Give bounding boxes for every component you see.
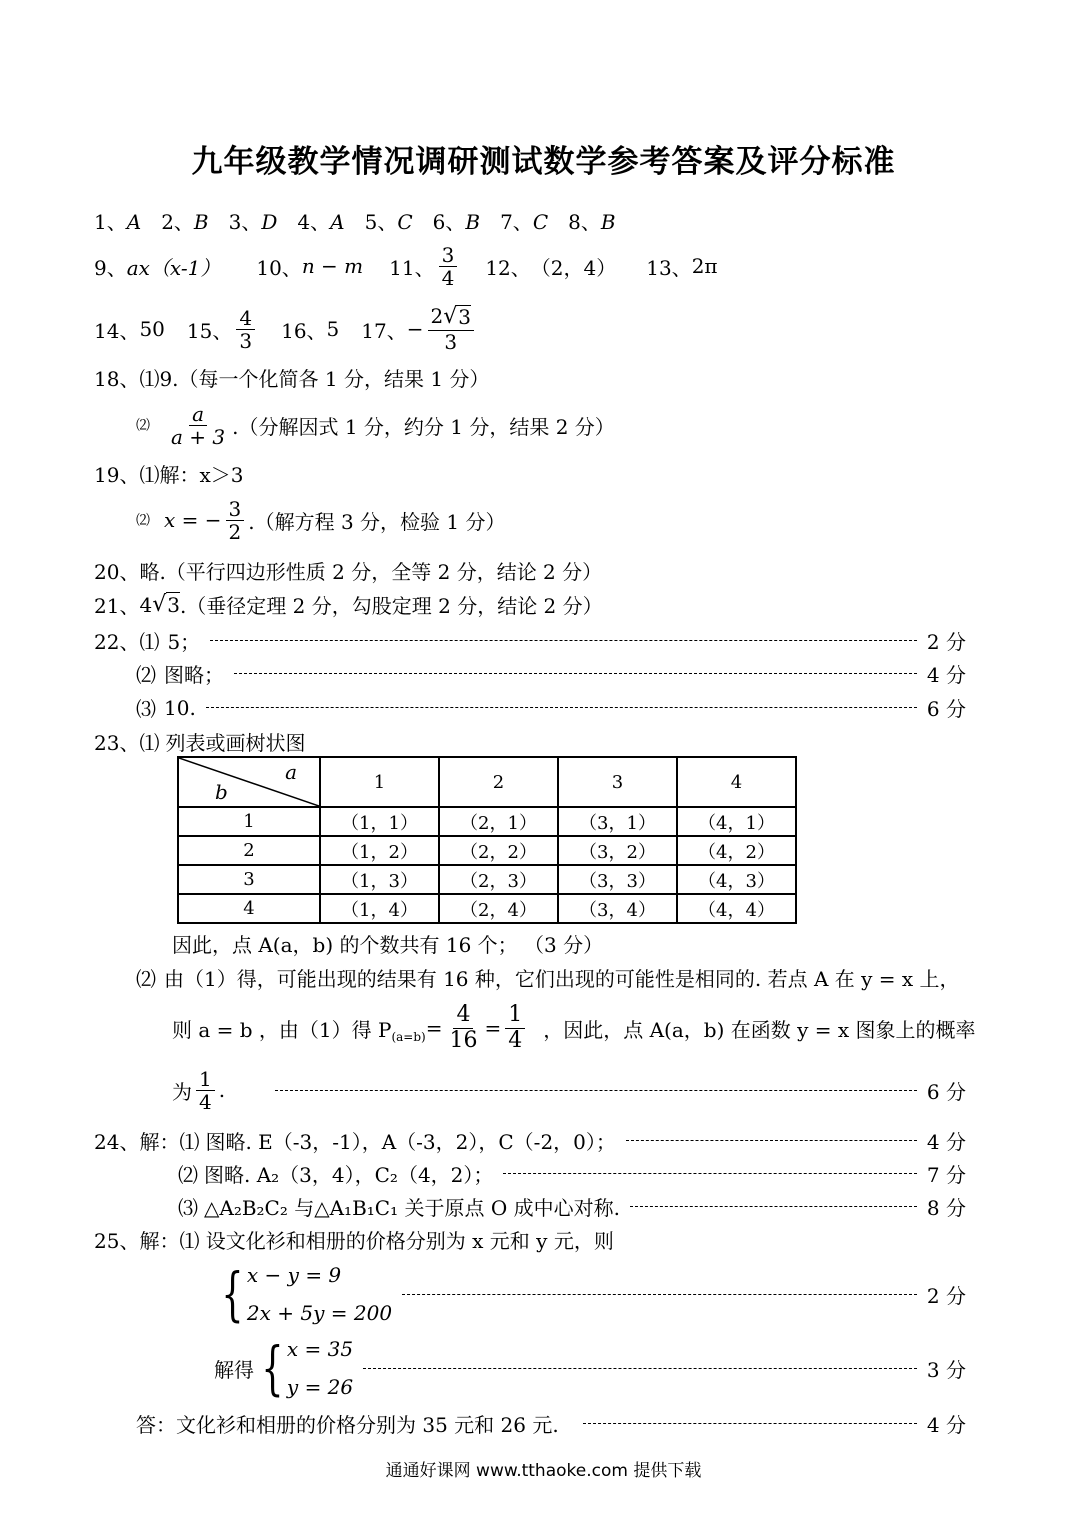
dash-leader	[234, 673, 917, 674]
table-cell: （2，4）	[439, 894, 558, 923]
q25-system-1-score: 2 分	[926, 1283, 966, 1308]
choice-answer-item	[229, 206, 278, 235]
q15-number: 15、	[186, 318, 233, 343]
q24-label: 24、解：	[94, 1130, 180, 1154]
table-cell: （1，1）	[320, 807, 439, 836]
table-cell: （4，3）	[677, 865, 796, 894]
q22-item-2	[136, 659, 966, 688]
row-header: 2	[178, 836, 320, 865]
q16-answer: 5	[326, 317, 340, 341]
choice-answer-letter: C	[397, 210, 413, 234]
q15-fraction	[236, 307, 255, 352]
column-header: 1	[320, 757, 439, 807]
q23-fraction-1	[446, 1003, 480, 1052]
choice-answer-item	[500, 206, 548, 235]
q21	[94, 590, 603, 619]
q25-part1	[94, 1225, 614, 1254]
q25-solution-y: y = 26	[286, 1375, 354, 1399]
table-cell: （1，4）	[320, 894, 439, 923]
choice-answer-item	[94, 206, 141, 235]
left-brace: {	[261, 1334, 284, 1402]
choice-answer-item	[161, 206, 208, 235]
q25-system-2-equations	[287, 1330, 353, 1406]
corner-label-b: b	[215, 780, 228, 804]
q24-item-1-sub: ⑴	[179, 1130, 200, 1154]
q23-part1-text: 列表或画树状图	[165, 731, 306, 755]
q13-number: 13、	[646, 255, 692, 280]
q12-number: 12、	[485, 255, 531, 280]
q15-numerator: 4	[236, 307, 255, 330]
q17-sqrt: √ 3	[443, 304, 471, 330]
q17-radicand: 3	[458, 305, 471, 330]
q22-item-2-score: 4 分	[926, 663, 966, 687]
q18-fraction	[168, 403, 228, 448]
q19-part2-label: ⑵	[136, 513, 150, 529]
q19-part1	[94, 459, 243, 488]
choice-answer-letter: B	[193, 210, 209, 234]
q19-label: 19、⑴	[94, 463, 160, 487]
q13-answer: 2π	[691, 254, 718, 278]
table-header-row	[178, 757, 796, 807]
q18-label: 18、⑴	[94, 367, 160, 391]
choice-answer-letter: B	[600, 210, 616, 234]
q23-part2-line2-end: ，因此，点 A(a，b) 在函数 y = x 图象上的概率	[543, 1017, 976, 1042]
column-header: 3	[558, 757, 677, 807]
q16-number: 16、	[281, 318, 327, 343]
q22-label: 22、	[94, 630, 140, 654]
choice-answer-item	[568, 206, 615, 235]
q22-item-1-score: 2 分	[926, 630, 966, 654]
row-header: 4	[178, 894, 320, 923]
q22-item-1	[94, 626, 966, 655]
q25-system-1-equations	[247, 1256, 392, 1332]
q24-item-1	[94, 1126, 966, 1155]
q23-fraction-2-denominator: 4	[508, 1027, 523, 1053]
q23-part2-score: 6 分	[926, 1079, 966, 1104]
dash-leader	[402, 1294, 917, 1295]
q11-fraction	[439, 244, 458, 289]
q23-part2-line3-end: .	[218, 1078, 226, 1102]
q21-sqrt: √ 3	[152, 592, 180, 617]
q23-fraction-1-numerator: 4	[453, 1003, 473, 1028]
outcome-table	[177, 756, 797, 924]
download-footer: 通通好课网 www.tthaoke.com 提供下载	[385, 1461, 702, 1481]
table-corner-cell	[178, 757, 320, 807]
q23-fraction-1-denominator: 16	[449, 1027, 478, 1053]
left-brace: {	[221, 1260, 244, 1328]
q24-item-1-score: 4 分	[926, 1130, 966, 1154]
q19-numerator: 3	[226, 498, 245, 521]
q23-conclusion-text: 因此，点 A(a，b) 的个数共有 16 个； （3 分）	[172, 933, 604, 957]
table-cell: （2，1）	[439, 807, 558, 836]
q22-item-1-sub: ⑴	[139, 630, 160, 654]
q23-conclusion	[172, 929, 603, 958]
q11-numerator: 3	[439, 244, 458, 267]
dash-leader	[275, 1090, 917, 1091]
table-cell: （1，3）	[320, 865, 439, 894]
table-cell: （3，2）	[558, 836, 677, 865]
dash-leader	[583, 1423, 917, 1424]
q23-probability-subscript: (a=b)	[391, 1030, 426, 1044]
q23-part2-line2-start: 则 a = b ，由（1）得 P	[172, 1017, 392, 1042]
q23-fraction-2	[505, 1003, 525, 1052]
q25-solution-x: x = 35	[286, 1337, 354, 1361]
choice-question-number: 7、	[500, 210, 533, 234]
q24-item-3	[178, 1192, 966, 1221]
q18-numerator: a	[189, 403, 207, 426]
q14-number: 14、	[94, 318, 140, 343]
q24-item-2	[178, 1159, 966, 1188]
choice-question-number: 5、	[364, 210, 398, 234]
q17-denominator: 3	[444, 329, 458, 354]
row-header: 1	[178, 807, 320, 836]
q25-system-2	[214, 1330, 966, 1406]
q25-equation-1: x − y = 9	[246, 1263, 342, 1287]
q23-fraction-3	[196, 1068, 215, 1113]
q22-item-2-text: 图略；	[164, 663, 224, 687]
column-header: 4	[677, 757, 796, 807]
q21-text: .（垂径定理 2 分，勾股定理 2 分，结论 2 分）	[179, 594, 603, 618]
q25-system-1	[214, 1256, 966, 1332]
q23-equals: =	[425, 1016, 443, 1040]
q18-part2-note: .（分解因式 1 分，约分 1 分，结果 2 分）	[232, 414, 615, 439]
choice-answer-item	[365, 206, 413, 235]
dash-leader	[630, 1206, 917, 1207]
q25-answer-score: 4 分	[926, 1413, 966, 1437]
dash-leader	[363, 1368, 917, 1369]
q23-fraction-3-numerator: 1	[196, 1068, 215, 1091]
q23-fraction-3-denominator: 4	[199, 1089, 212, 1114]
q20-label: 20、	[94, 560, 140, 584]
choice-question-number: 3、	[228, 210, 262, 234]
choice-question-number: 8、	[568, 210, 601, 234]
q25-answer-text: 答：文化衫和相册的价格分别为 35 元和 26 元.	[136, 1413, 559, 1437]
q22-item-3	[136, 693, 966, 722]
table-cell: （3，3）	[558, 865, 677, 894]
q25-solve-label: 解得	[214, 1357, 254, 1382]
q21-coefficient: 4	[139, 592, 153, 617]
q25-answer	[136, 1409, 966, 1438]
table-cell: （2，3）	[439, 865, 558, 894]
q19-fraction	[226, 498, 245, 543]
q23-part2-line1-text: 由（1）得，可能出现的结果有 16 种，它们出现的可能性是相同的. 若点 A 在 y = x 上，	[164, 967, 960, 991]
q18-denominator: a + 3	[171, 424, 226, 449]
q23-label: 23、⑴	[94, 731, 160, 755]
fill-answers-row-2	[94, 300, 478, 358]
table-cell: （1，2）	[320, 836, 439, 865]
q9-answer: ax（x-1）	[126, 255, 221, 280]
table-cell: （3，1）	[558, 807, 677, 836]
q24-item-2-score: 7 分	[926, 1163, 966, 1187]
table-cell: （2，2）	[439, 836, 558, 865]
q14-answer: 50	[139, 317, 165, 341]
q19-part2-note: .（解方程 3 分，检验 1 分）	[248, 509, 506, 534]
choice-answer-letter: B	[465, 210, 481, 234]
choice-answer-letter: D	[261, 210, 278, 234]
q17-fraction	[428, 305, 475, 352]
choice-answer-item	[297, 206, 344, 235]
q25-part1-text: ⑴ 设文化衫和相册的价格分别为 x 元和 y 元，则	[179, 1229, 614, 1253]
q18-part2-label: ⑵	[136, 418, 150, 434]
q20-text: 略.（平行四边形性质 2 分，全等 2 分，结论 2 分）	[139, 560, 603, 584]
q23-part2-line3	[172, 1062, 966, 1118]
q18-part2	[136, 397, 615, 453]
dash-leader	[626, 1140, 917, 1141]
q24-item-2-text: 图略. A₂（3，4），C₂（4，2）；	[204, 1163, 494, 1187]
q10-answer: n − m	[301, 254, 364, 278]
dash-leader	[503, 1173, 917, 1174]
q18-part1	[94, 363, 489, 392]
q10-number: 10、	[256, 255, 302, 280]
q11-number: 11、	[389, 255, 435, 280]
diagonal-line	[179, 758, 319, 806]
table-cell: （4，1）	[677, 807, 796, 836]
q15-denominator: 3	[239, 328, 253, 353]
q22-item-3-score: 6 分	[926, 697, 966, 721]
q9-number: 9、	[94, 255, 127, 280]
q17-number: 17、	[361, 318, 407, 343]
choice-answer-letter: C	[532, 210, 549, 234]
dash-leader	[210, 640, 917, 641]
table-row	[178, 836, 796, 865]
q23-part1	[94, 727, 305, 756]
q25-system-2-score: 3 分	[926, 1357, 966, 1382]
q25-label: 25、解：	[94, 1229, 180, 1253]
q17-coefficient: 2	[430, 304, 444, 329]
q22-item-2-sub: ⑵	[136, 663, 156, 687]
table-cell: （3，4）	[558, 894, 677, 923]
q24-item-2-sub: ⑵	[178, 1163, 198, 1187]
q17-numerator	[428, 305, 475, 330]
choice-question-number: 6、	[432, 210, 466, 234]
choice-question-number: 1、	[94, 210, 127, 234]
q23-fraction-2-numerator: 1	[505, 1003, 525, 1028]
q19-denominator: 2	[228, 519, 242, 544]
page-title: 九年级教学情况调研测试数学参考答案及评分标准	[191, 144, 896, 180]
q23-part2-line3-start: 为	[172, 1079, 192, 1104]
q24-item-3-score: 8 分	[926, 1196, 966, 1220]
choice-answer-letter: A	[126, 210, 142, 234]
q19-part2	[136, 492, 506, 548]
q19-lhs: x = −	[164, 508, 222, 532]
table-row	[178, 807, 796, 836]
q17-sign: −	[406, 317, 424, 341]
q12-answer: （2，4）	[530, 255, 617, 280]
q24-item-3-sub: ⑶	[178, 1196, 198, 1220]
table-row	[178, 865, 796, 894]
q20	[94, 556, 602, 585]
corner-label-a: a	[285, 760, 297, 784]
q22-item-3-text: 10.	[164, 695, 196, 720]
q23-part2-label: ⑵	[136, 967, 156, 991]
q24-item-1-text: 图略. E（-3，-1），A（-3，2），C（-2，0）；	[205, 1130, 616, 1154]
q25-equation-2: 2x + 5y = 200	[246, 1301, 393, 1325]
choice-answer-letter: A	[330, 210, 345, 234]
q19-part1-text: 解：x＞3	[159, 463, 244, 487]
table-row	[178, 894, 796, 923]
column-header: 2	[439, 757, 558, 807]
q24-item-3-text: △A₂B₂C₂ 与△A₁B₁C₁ 关于原点 O 成中心对称.	[204, 1196, 620, 1220]
dash-leader	[206, 707, 917, 708]
choice-answers	[94, 206, 636, 235]
q11-denominator: 4	[441, 265, 455, 290]
row-header: 3	[178, 865, 320, 894]
choice-question-number: 2、	[161, 210, 194, 234]
q22-item-3-sub: ⑶	[136, 697, 156, 721]
fill-answers-row-1	[94, 240, 718, 292]
q18-part1-text: 9.（每一个化简各 1 分，结果 1 分）	[159, 367, 490, 391]
choice-question-number: 4、	[297, 210, 331, 234]
q23-part2-line1	[136, 963, 960, 992]
table-cell: （4，2）	[677, 836, 796, 865]
table-cell: （4，4）	[677, 894, 796, 923]
q22-item-1-text: 5；	[167, 630, 201, 654]
q21-radicand: 3	[167, 593, 180, 617]
choice-answer-item	[433, 206, 480, 235]
q21-label: 21、	[94, 594, 140, 618]
q23-part2-line2: 则 a = b ，由（1）得 P (a=b) = $\frac{4}{16}$ = $\frac{1}{4}$ ，因此，点 A(a，b) 在函数 y = x 图象上的概率	[172, 1002, 976, 1053]
